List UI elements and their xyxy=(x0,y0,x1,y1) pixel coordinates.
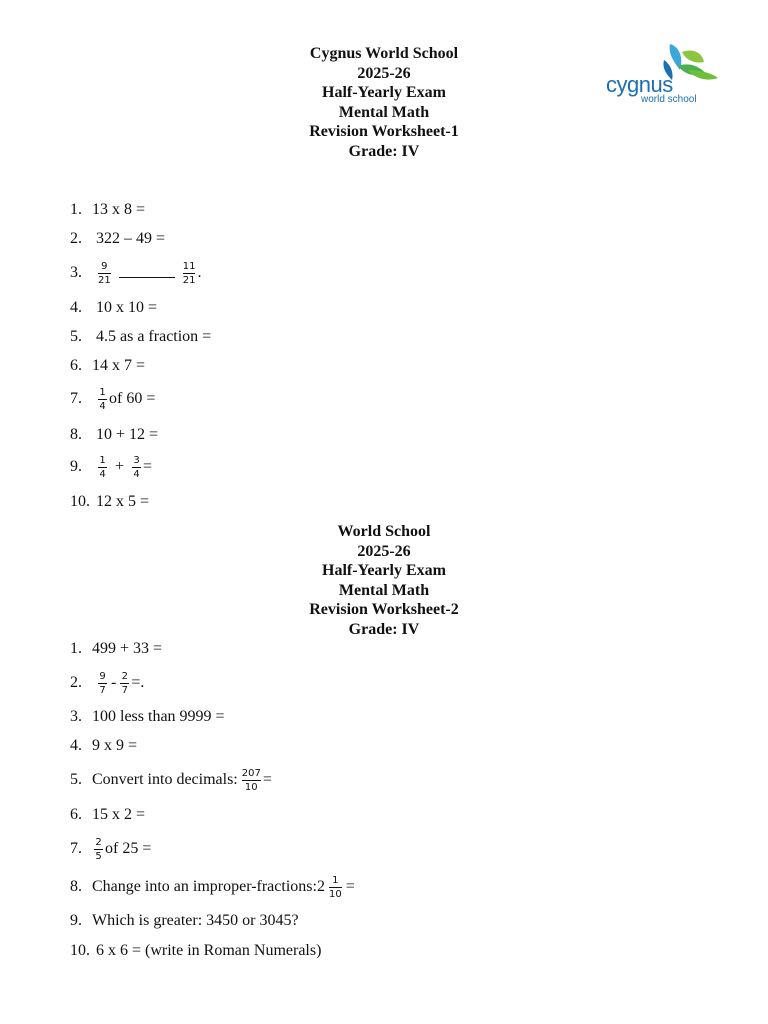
question-text: 6 x 6 = (write in Roman Numerals) xyxy=(96,942,322,959)
fraction xyxy=(183,261,196,286)
grade-label: Grade: IV xyxy=(348,620,420,638)
question-number: 3. xyxy=(70,708,82,725)
fraction-numerator: 2 xyxy=(95,836,102,848)
question-item xyxy=(70,388,155,410)
question-number: 10. xyxy=(70,493,90,510)
question-number: 9. xyxy=(70,458,82,475)
subject-name: Mental Math xyxy=(338,581,430,599)
question-number: 10. xyxy=(70,942,90,959)
fraction-numerator: 1 xyxy=(99,454,106,466)
fraction-numerator: 3 xyxy=(133,454,140,466)
cygnus-logo xyxy=(600,40,730,106)
worksheet-title: Revision Worksheet-1 xyxy=(309,123,459,141)
question-text: Convert into decimals: xyxy=(92,771,238,788)
exam-name: Half-Yearly Exam xyxy=(322,84,446,102)
question-item xyxy=(70,326,211,348)
question-number: 1. xyxy=(70,201,82,218)
worksheet1-heading xyxy=(234,44,534,162)
fraction xyxy=(329,875,342,900)
logo-tagline: world school xyxy=(641,94,697,105)
worksheet2-heading xyxy=(234,522,534,640)
question-text: 14 x 7 = xyxy=(92,357,146,374)
question-number: 5. xyxy=(70,771,82,788)
question-item xyxy=(70,940,321,962)
question-number: 3. xyxy=(70,264,82,281)
fraction-denominator: 10 xyxy=(328,888,342,900)
question-number: 7. xyxy=(70,390,82,407)
fraction xyxy=(98,387,107,412)
question-item xyxy=(70,456,152,478)
question-text: 4.5 as a fraction = xyxy=(96,328,212,345)
fraction-numerator: 1 xyxy=(332,874,339,886)
question-number: 1. xyxy=(70,640,82,657)
question-number: 8. xyxy=(70,426,82,443)
grade-label: Grade: IV xyxy=(348,142,420,160)
question-number: 4. xyxy=(70,299,82,316)
fraction-numerator: 11 xyxy=(182,260,196,272)
question-end: . xyxy=(197,264,202,281)
question-item xyxy=(70,297,157,319)
question-item xyxy=(70,228,165,250)
operator: - xyxy=(111,674,117,691)
question-end: = xyxy=(262,771,272,788)
question-item xyxy=(70,355,145,377)
fraction xyxy=(98,455,107,480)
question-number: 2. xyxy=(70,674,82,691)
fraction-numerator: 9 xyxy=(99,670,106,682)
fraction xyxy=(242,768,261,793)
fraction xyxy=(94,837,103,862)
answer-blank xyxy=(119,277,175,278)
question-item xyxy=(70,199,145,221)
fraction-denominator: 4 xyxy=(99,400,106,412)
question-item xyxy=(70,491,149,513)
fraction-numerator: 9 xyxy=(101,260,108,272)
question-item xyxy=(70,706,225,728)
school-name: World School xyxy=(337,523,431,540)
question-text: 10 x 10 = xyxy=(96,299,158,316)
question-item xyxy=(70,735,137,757)
fraction-numerator: 207 xyxy=(241,767,261,779)
fraction-denominator: 10 xyxy=(244,781,258,793)
question-number: 5. xyxy=(70,328,82,345)
subject-name: Mental Math xyxy=(338,103,430,121)
question-item xyxy=(70,424,158,446)
question-text: 9 x 9 = xyxy=(92,737,138,754)
fraction xyxy=(132,455,141,480)
question-number: 4. xyxy=(70,737,82,754)
question-number: 9. xyxy=(70,912,82,929)
question-text: of 25 = xyxy=(105,840,152,857)
question-text: 499 + 33 = xyxy=(92,640,163,657)
question-item xyxy=(70,876,355,898)
question-number: 6. xyxy=(70,357,82,374)
question-text: 13 x 8 = xyxy=(92,201,146,218)
fraction-denominator: 21 xyxy=(182,274,196,286)
question-end: = xyxy=(143,458,153,475)
exam-name: Half-Yearly Exam xyxy=(322,562,446,580)
question-number: 2. xyxy=(70,230,82,247)
question-text: 15 x 2 = xyxy=(92,806,146,823)
question-item xyxy=(70,804,145,826)
fraction-denominator: 4 xyxy=(133,468,140,480)
question-text: of 60 = xyxy=(109,390,156,407)
question-end: = xyxy=(345,878,355,895)
question-item xyxy=(70,838,151,860)
fraction xyxy=(98,671,107,696)
worksheet-title: Revision Worksheet-2 xyxy=(309,601,459,619)
fraction-denominator: 5 xyxy=(95,850,102,862)
question-text: 10 + 12 = xyxy=(96,426,159,443)
operator: + xyxy=(115,458,125,475)
fraction-numerator: 1 xyxy=(99,386,106,398)
session-year: 2025-26 xyxy=(357,64,411,82)
question-item xyxy=(70,769,272,791)
question-item xyxy=(70,262,201,284)
question-text: Change into an improper-fractions:2 xyxy=(92,878,325,895)
school-name: Cygnus World School xyxy=(309,45,459,62)
question-number: 7. xyxy=(70,840,82,857)
question-item xyxy=(70,672,144,694)
question-text: 100 less than 9999 = xyxy=(92,708,225,725)
fraction xyxy=(98,261,111,286)
question-item xyxy=(70,910,299,932)
fraction xyxy=(120,671,129,696)
fraction-denominator: 7 xyxy=(99,684,106,696)
question-number: 8. xyxy=(70,878,82,895)
question-text: 322 – 49 = xyxy=(96,230,166,247)
fraction-numerator: 2 xyxy=(121,670,129,682)
question-end: =. xyxy=(131,674,145,691)
question-text: Which is greater: 3450 or 3045? xyxy=(92,912,299,929)
session-year: 2025-26 xyxy=(357,542,411,560)
logo-wordmark: cygnus xyxy=(606,72,673,97)
question-item xyxy=(70,638,162,660)
fraction-denominator: 4 xyxy=(99,468,106,480)
question-text: 12 x 5 = xyxy=(96,493,150,510)
fraction-denominator: 7 xyxy=(121,684,129,696)
question-number: 6. xyxy=(70,806,82,823)
fraction-denominator: 21 xyxy=(98,274,111,286)
